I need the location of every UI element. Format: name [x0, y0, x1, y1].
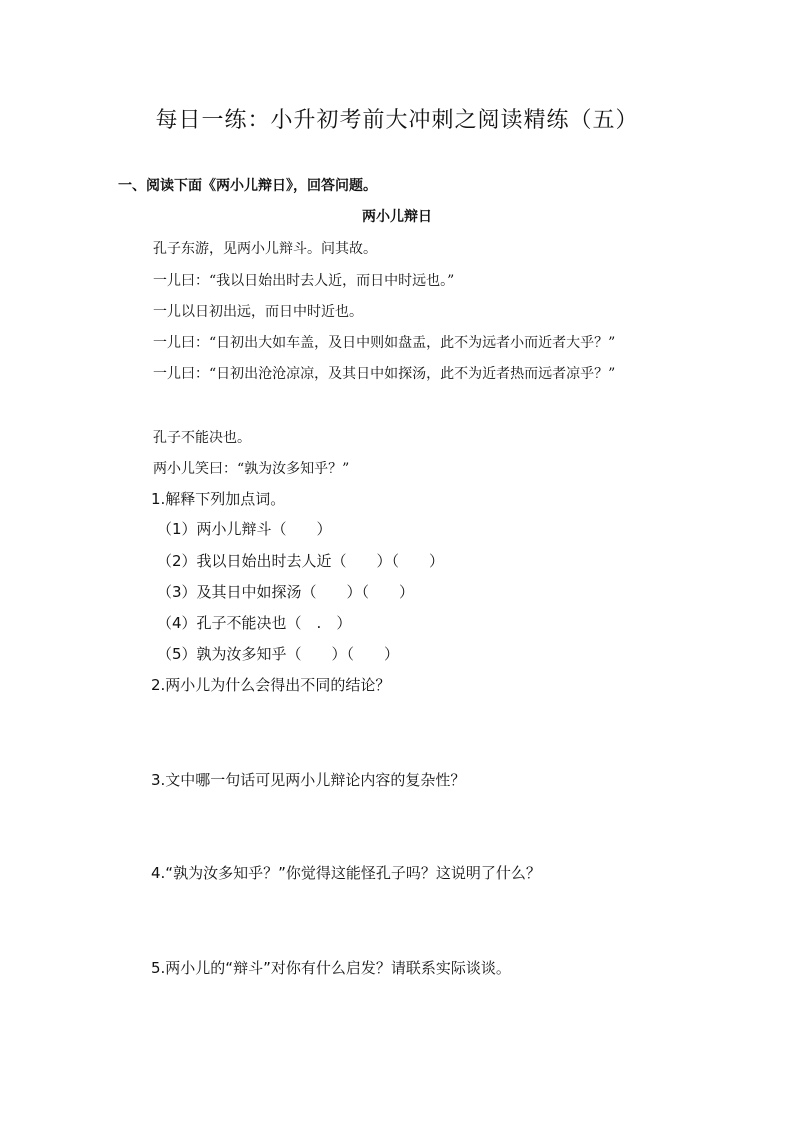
passage-line: 两小儿笑曰：“孰为汝多知乎？”: [153, 461, 350, 477]
question-4: 4.“孰为汝多知乎？”你觉得这能怪孔子吗？这说明了什么？: [151, 864, 541, 882]
section-heading: 一、阅读下面《两小儿辩日》，回答问题。: [118, 178, 377, 194]
passage-line: 孔子东游，见两小儿辩斗。问其故。: [153, 241, 377, 257]
passage-line: 孔子不能决也。: [153, 430, 251, 446]
passage-line: 一儿以日初出远，而日中时近也。: [153, 304, 363, 320]
question-1-item: （1）两小儿辩斗（ ）: [157, 520, 332, 538]
passage-line: 一儿曰：“日初出沧沧凉凉，及其日中如探汤，此不为近者热而远者凉乎？”: [153, 366, 616, 382]
page-title: 每日一练：小升初考前大冲刺之阅读精练（五）: [155, 108, 639, 133]
passage-title: 两小儿辩日: [362, 209, 432, 225]
question-2: 2.两小儿为什么会得出不同的结论？: [151, 676, 391, 694]
question-1: 1.解释下列加点词。: [151, 490, 286, 508]
passage-line: 一儿曰：“我以日始出时去人近，而日中时远也。”: [153, 273, 455, 289]
question-1-item: （5）孰为汝多知乎（ ）（ ）: [157, 645, 400, 663]
passage-line: 一儿曰：“日初出大如车盖，及日中则如盘盂，此不为远者小而近者大乎？”: [153, 335, 616, 351]
question-3: 3.文中哪一句话可见两小儿辩论内容的复杂性？: [151, 771, 466, 789]
question-5: 5.两小儿的“辩斗”对你有什么启发？请联系实际谈谈。: [151, 959, 511, 977]
question-1-item: （2）我以日始出时去人近（ ）（ ）: [157, 552, 445, 570]
question-1-item: （3）及其日中如探汤（ ）（ ）: [157, 583, 415, 601]
question-1-item: （4）孔子不能决也（ . ）: [157, 614, 352, 632]
